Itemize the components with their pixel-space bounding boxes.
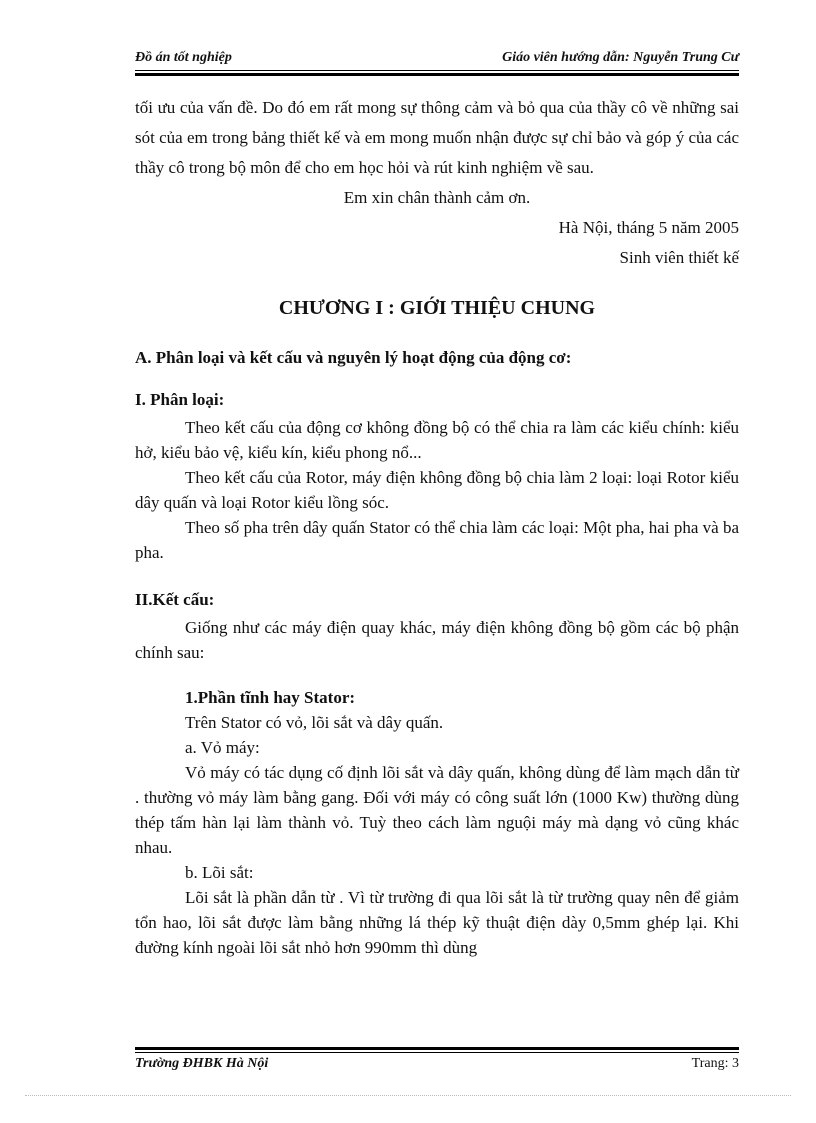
place-date: Hà Nội, tháng 5 năm 2005 bbox=[558, 218, 739, 237]
page-edge-divider bbox=[25, 1095, 791, 1096]
header-rule-thick bbox=[135, 73, 739, 76]
footer-rule-thick bbox=[135, 1047, 739, 1050]
header-advisor: Giáo viên hướng dẫn: Nguyễn Trung Cư bbox=[502, 50, 739, 65]
chapter-title: CHƯƠNG I : GIỚI THIỆU CHUNG bbox=[278, 297, 596, 319]
signature: Sinh viên thiết kế bbox=[619, 248, 739, 267]
section-ii-title: II.Kết cấu: bbox=[135, 590, 215, 609]
page-body bbox=[135, 93, 739, 960]
page-header bbox=[135, 50, 739, 66]
subsection-b-text: Lõi sắt là phần dẫn từ . Vì từ trường đi qua lõi sắt là từ trường quay nên để giảm tổn hao, lõi sắt được làm bằng những lá thép kỹ thuật điện dày 0,5mm ghép lại. Khi đường kính ngoài lõi sắt nhỏ hơn 990mm thì dùng bbox=[135, 888, 739, 957]
header-rule-thin bbox=[135, 70, 739, 71]
section-i-paragraph-2: Theo kết cấu của Rotor, máy điện không đồng bộ chia làm 2 loại: loại Rotor kiểu dây quấn và loại Rotor kiểu lồng sóc. bbox=[135, 468, 739, 512]
section-i-paragraph-3: Theo số pha trên dây quấn Stator có thể chia làm các loại: Một pha, hai pha và ba pha. bbox=[135, 518, 739, 562]
section-i-title: I. Phân loại: bbox=[135, 390, 225, 409]
page-footer bbox=[135, 1056, 739, 1072]
thanks-line: Em xin chân thành cảm ơn. bbox=[343, 188, 531, 207]
footer-school: Trường ĐHBK Hà Nội bbox=[135, 1056, 269, 1071]
section-ii-paragraph-1: Giống như các máy điện quay khác, máy điện không đồng bộ gồm các bộ phận chính sau: bbox=[135, 618, 739, 662]
page-number: Trang: 3 bbox=[691, 1056, 739, 1071]
subsection-a-title: a. Vỏ máy: bbox=[185, 738, 260, 757]
subsection-1-title: 1.Phần tĩnh hay Stator: bbox=[185, 688, 356, 707]
subsection-a-text: Vỏ máy có tác dụng cố định lõi sắt và dây quấn, không dùng để làm mạch dẫn từ . thường vỏ máy làm bằng gang. Đối với máy có công suất lớn (1000 Kw) thường dùng thép tấm hàn lại làm thành vỏ. Tuỳ theo cách làm nguội máy mà dạng vỏ cũng khác nhau. bbox=[135, 763, 739, 857]
intro-paragraph: tối ưu của vấn đề. Do đó em rất mong sự thông cảm và bỏ qua của thầy cô về những sai sót của em trong bảng thiết kế và em mong muốn nhận được sự chỉ bảo và góp ý của các thầy cô trong bộ môn để cho em học hỏi và rút kinh nghiệm về sau. bbox=[135, 98, 739, 177]
header-title: Đồ án tốt nghiệp bbox=[135, 50, 232, 65]
section-a-title: A. Phân loại và kết cấu và nguyên lý hoạt động của động cơ: bbox=[135, 348, 572, 367]
subsection-1-text: Trên Stator có vỏ, lõi sắt và dây quấn. bbox=[185, 713, 444, 732]
section-i-paragraph-1: Theo kết cấu của động cơ không đồng bộ có thể chia ra làm các kiểu chính: kiểu hở, kiểu bảo vệ, kiểu kín, kiểu phong nổ... bbox=[135, 418, 739, 462]
subsection-b-title: b. Lõi sắt: bbox=[185, 863, 254, 882]
footer-rule-thin bbox=[135, 1052, 739, 1053]
